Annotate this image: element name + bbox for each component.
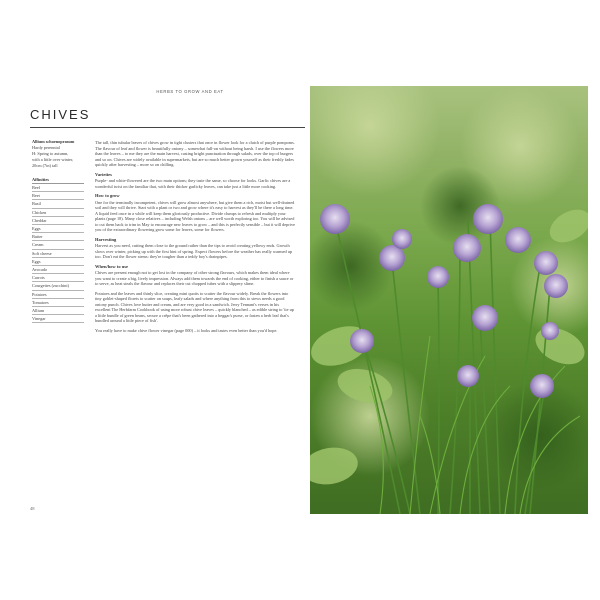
list-item: Beef xyxy=(32,184,84,192)
flower-head xyxy=(350,329,374,353)
title-rule xyxy=(30,127,305,128)
flower-head xyxy=(457,365,479,387)
bokeh-light xyxy=(310,86,440,196)
list-item: Eggs xyxy=(32,258,84,266)
closing-paragraph: You really have to make chive flower vinegar (page 000) – it looks and tastes even better than you'd hope. xyxy=(95,327,278,333)
affinities-heading: Affinities xyxy=(32,177,49,182)
flower-head xyxy=(505,227,531,253)
list-item: Cream xyxy=(32,241,84,249)
flower-head xyxy=(530,374,554,398)
flower-head xyxy=(472,305,498,331)
when-how-paragraph: Chives are present enough not to get lost in the company of other strong flavours, which makes them ideal where you want to create a big, lively impression. Always add them towards the end of cooking, either to finish a sauce or to serve, as heat steals the flavour and replaces their cut chopped tubes with a slippery slime. xyxy=(95,270,294,286)
flower-head xyxy=(320,204,350,234)
list-item: Beet xyxy=(32,192,84,200)
varieties-paragraph: Purple- and white-flowered are the two main options; they taste the same, so choose for looks. Garlic chives are a wonderful twist on the familiar that, with their thicker garlicky leaves, can take just a little more cooking. xyxy=(95,178,291,189)
info-line: 20cm (7in) tall xyxy=(32,163,58,168)
list-item: Eggs xyxy=(32,225,84,233)
section-heading: When/how to use xyxy=(95,263,129,269)
flower-head xyxy=(392,229,412,249)
info-line: Hardy perennial xyxy=(32,145,60,150)
sidebar xyxy=(32,139,84,323)
flower-head xyxy=(541,322,559,340)
page-number: 48 xyxy=(30,506,35,511)
section-heading: Harvesting xyxy=(95,236,117,242)
list-item: Soft cheese xyxy=(32,250,84,258)
page-title: CHIVES xyxy=(30,107,91,122)
list-item: Butter xyxy=(32,233,84,241)
affinities-list xyxy=(32,183,84,323)
section-heading: How to grow xyxy=(95,193,120,198)
flower-head xyxy=(473,204,503,234)
how-to-grow-paragraph: One for the terminally incompetent, chives will grow almost anywhere, but give them a rich, moist but well-drained soil and they will thrive. Start with a plant or two and grow where it's easy to harvest as they'll be there a long time. A liquid feed once in a while will keep them gloriously productive. Divide clumps to refresh and multiply your plants (page 18). Many close relatives – including Welsh onions – are well worth exploring too. You will be advised to cut them back to trim in May to encourage new leaves to grow – and this is perfectly sensible – but it will deprive you of the extraordinary flowering grow some for leaves, some for flowers. xyxy=(95,199,295,232)
list-item: Chicken xyxy=(32,209,84,217)
flower-head xyxy=(534,251,558,275)
flower-head xyxy=(427,266,449,288)
list-item: Courgettes (zucchini) xyxy=(32,282,84,290)
list-item: Tomatoes xyxy=(32,299,84,307)
info-line: with a little over winter, xyxy=(32,157,74,162)
intro-paragraph: The tall, thin tubular leaves of chives grow in tight clusters that once in flower look for a clutch of purple pompoms. The flavour of leaf and flower is beautifully oniony – somewhat full-on without being harsh. I use the flowers more than the leaves – to me they are the main harvest, casting bright punctuation through salads, over the top of burgers and so on. Chives are widely available in supermarkets, but are so much better grown yourself as their freshly fades quickly after harvesting – more so on chilling. xyxy=(95,140,295,167)
list-item: Cheddar xyxy=(32,217,84,225)
list-item: Avocado xyxy=(32,266,84,274)
info-line: H: Spring to autumn, xyxy=(32,151,69,156)
running-head: HERBS TO GROW AND EAT xyxy=(156,89,224,94)
flower-head xyxy=(453,234,481,262)
list-item: Vinegar xyxy=(32,315,84,323)
flower-head xyxy=(544,274,568,298)
flowers-paragraph: Potatoes and the leaves and thinly slice, creating mini quoits to scatter the flavour widely. Break the flowers into tiny goblet-shaped florets to scatter on soups, leafy salads and where anything from this to stews needs a good oniony punch. Chives love butter and cream, and are very good in a sandwich. Jerry Tennant's verses in his excellent The Herbfarm Cookbook of using more robust chive leaves – quickly blanched – as edible string to 'tie up a little bundle of green beans, secure a crêpe that's been gathered into a beggar's purse, or fasten a herb leaf that's bundled around a little piece of fish'. xyxy=(95,290,294,323)
latin-name: Allium schoenoprasum xyxy=(32,139,75,144)
list-item: Carrots xyxy=(32,274,84,282)
chive-flowers-photo xyxy=(310,86,588,514)
list-item: Potatoes xyxy=(32,291,84,299)
list-item: Basil xyxy=(32,200,84,208)
section-heading: Varieties xyxy=(95,171,112,177)
photo-illustration xyxy=(310,86,588,514)
body-text xyxy=(95,140,295,337)
harvesting-paragraph: Harvest as you need, cutting them close to the ground rather than the tips to avoid creating yellowy ends. Growth slows over winter, picking up with the first hint of spring. Expect flowers before the weather has really warmed up too. Don't eat the flower stems: they're tougher than a teddy boy's drainpipes. xyxy=(95,243,293,259)
list-item: Allium xyxy=(32,307,84,315)
